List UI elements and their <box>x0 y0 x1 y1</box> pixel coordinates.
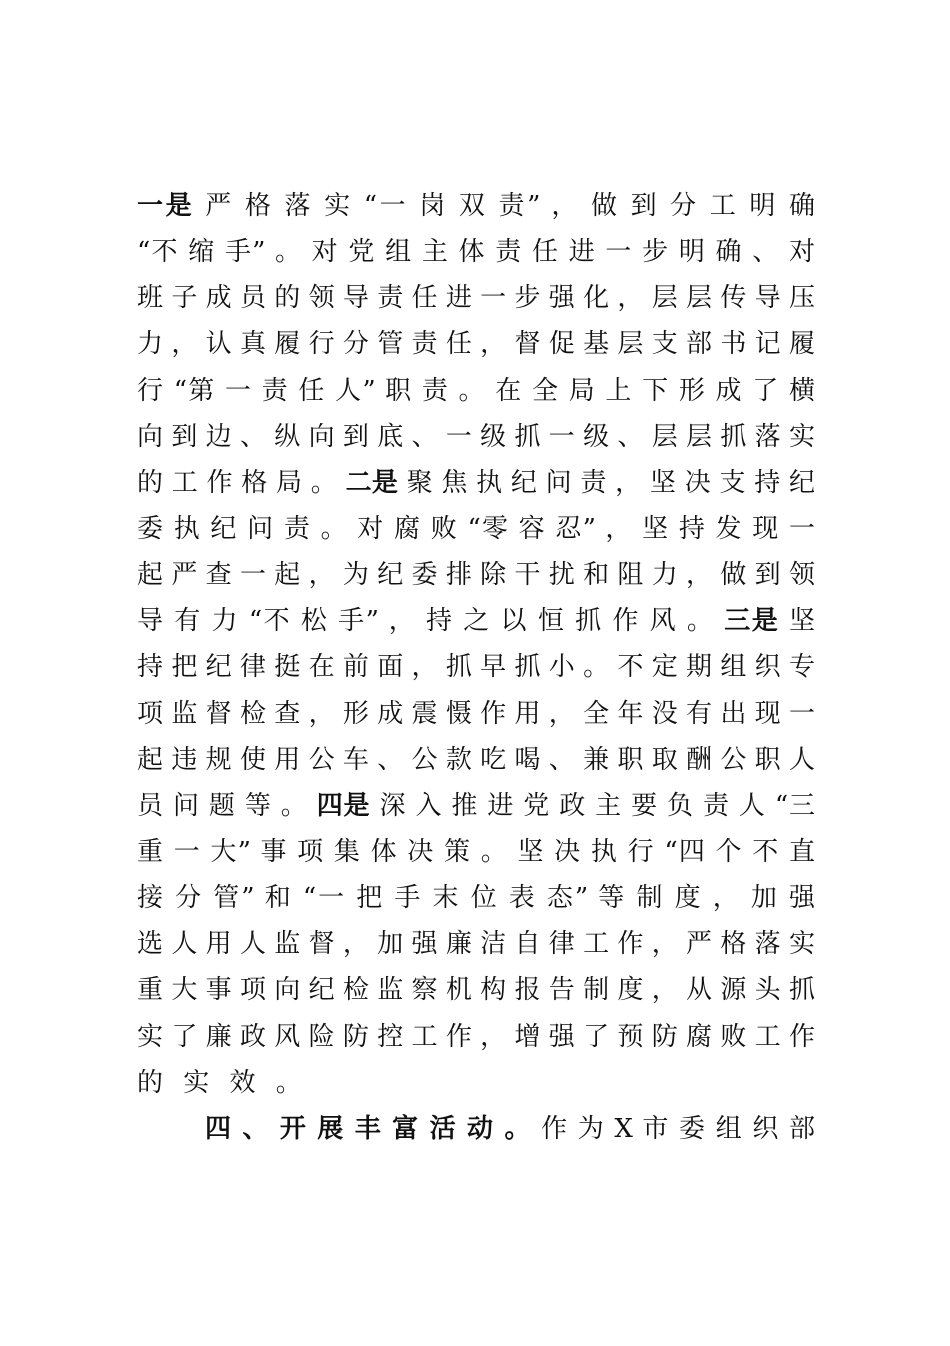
point-one-label: 一是 <box>137 191 195 221</box>
line-text: 重 大 事 项 向 纪 检 监 察 机 构 报 告 制 度 ， 从 源 头 抓 <box>137 975 815 1006</box>
line-text: 向 到 边 、 纵 向 到 底 、 一 级 抓 一 级 、 层 层 抓 落 实 <box>137 421 815 452</box>
line-text: 选 人 用 人 监 督 ， 加 强 廉 洁 自 律 工 作 ， 严 格 落 实 <box>137 929 815 960</box>
point-three-label: 三是 <box>724 606 780 637</box>
text-line-2 <box>137 229 815 275</box>
line-text: 坚 <box>789 606 816 637</box>
line-text: 班 子 成 员 的 领 导 责 任 进 一 步 强 化 ， 层 层 传 导 压 <box>137 283 815 314</box>
text-line-15 <box>137 829 815 875</box>
text-line-13 <box>137 737 815 783</box>
line-text: 起 严 查 一 起 ， 为 纪 委 排 除 干 扰 和 阻 力 ， 做 到 领 <box>137 560 815 591</box>
line-text: 持 把 纪 律 挺 在 前 面 ， 抓 早 抓 小 。 不 定 期 组 织 专 <box>137 652 815 683</box>
line-text: 作 为 X 市 委 组 织 部 <box>541 1113 815 1144</box>
line-text: 起 违 规 使 用 公 车 、 公 款 吃 喝 、 兼 职 取 酬 公 职 人 <box>137 744 815 775</box>
text-line-19 <box>137 1014 815 1060</box>
body-text <box>137 183 815 1152</box>
line-text: 深 入 推 进 党 政 主 要 负 责 人 “三 <box>379 790 815 821</box>
point-two-label: 二是 <box>345 467 399 498</box>
point-four-label: 四是 <box>316 790 371 821</box>
text-line-17 <box>137 921 815 967</box>
text-line-6 <box>137 414 815 460</box>
line-text: “不 缩 手” 。 对 党 组 主 体 责 任 进 一 步 明 确 、 对 <box>137 237 815 268</box>
text-line-18 <box>137 967 815 1013</box>
line-text: 员 问 题 等 。 <box>137 790 308 821</box>
line-text: 导 有 力 “不 松 手” ， 持 之 以 恒 抓 作 风 。 <box>137 606 715 637</box>
section-four-line <box>137 1106 815 1152</box>
line-text: 委 执 纪 问 责 。 对 腐 败 “零 容 忍” ， 坚 持 发 现 一 <box>137 513 815 544</box>
line-text: 接 分 管” 和 “一 把 手 末 位 表 态” 等 制 度 ， 加 强 <box>137 883 815 914</box>
line-text: 聚 焦 执 纪 问 责 ， 坚 决 支 持 纪 <box>406 467 815 498</box>
line-text: 的 工 作 格 局 。 <box>137 467 338 498</box>
line-text: 行 “第 一 责 任 人” 职 责 。 在 全 局 上 下 形 成 了 横 <box>137 375 815 406</box>
section-four-heading: 四 、 开 展 丰 富 活 动 。 <box>205 1113 532 1144</box>
line-text: 重 一 大” 事 项 集 体 决 策 。 坚 决 执 行 “四 个 不 直 <box>137 836 815 867</box>
text-line-11 <box>137 644 815 690</box>
text-line-10 <box>137 598 815 644</box>
line-text: 项 监 督 检 查 ， 形 成 震 慑 作 用 ， 全 年 没 有 出 现 一 <box>137 698 815 729</box>
text-line-12 <box>137 691 815 737</box>
line-text: 严 格 落 实 “一 岗 双 责” ， 做 到 分 工 明 确 <box>205 191 815 221</box>
line-text: 的 实 效 。 <box>137 1067 308 1098</box>
text-line-14 <box>137 783 815 829</box>
text-line-16 <box>137 875 815 921</box>
text-line-1 <box>137 183 815 229</box>
text-line-9 <box>137 552 815 598</box>
text-line-20 <box>137 1060 815 1106</box>
text-line-7 <box>137 460 815 506</box>
text-line-8 <box>137 506 815 552</box>
text-line-5 <box>137 368 815 414</box>
line-text: 力 ， 认 真 履 行 分 管 责 任 ， 督 促 基 层 支 部 书 记 履 <box>137 329 815 360</box>
text-line-4 <box>137 321 815 367</box>
text-line-3 <box>137 275 815 321</box>
line-text: 实 了 廉 政 风 险 防 控 工 作 ， 增 强 了 预 防 腐 败 工 作 <box>137 1021 815 1052</box>
